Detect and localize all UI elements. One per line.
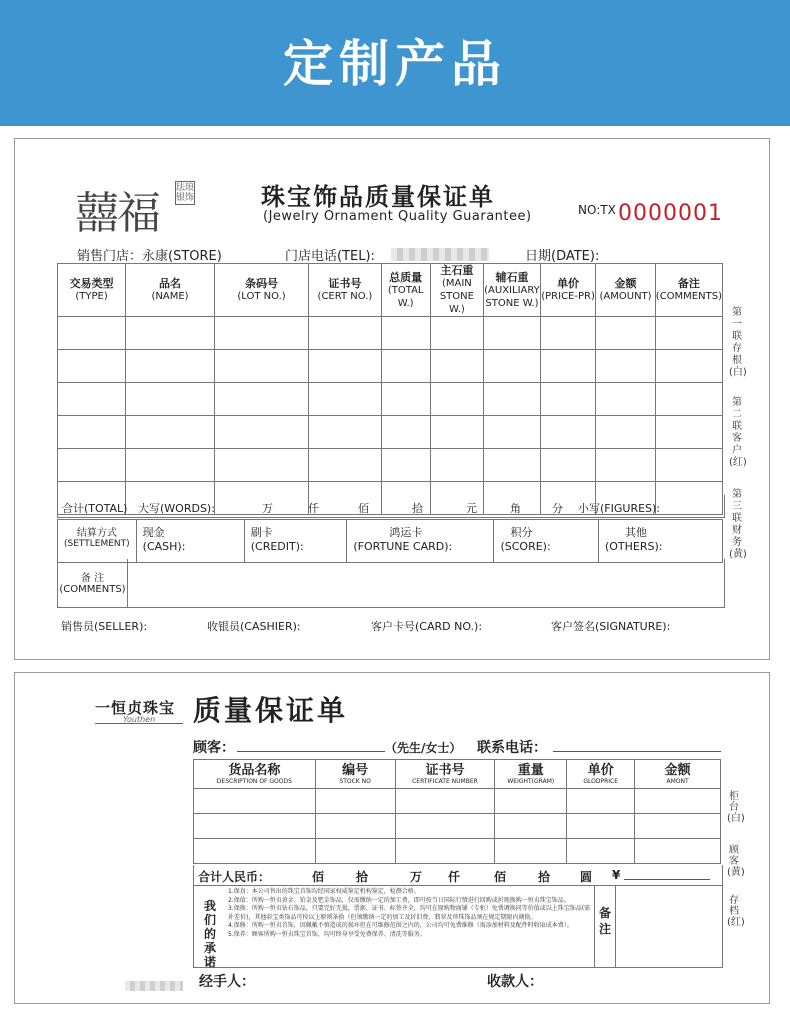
pay-fortune-card[interactable]: 鸿运卡 (FORTUNE CARD): [347, 520, 494, 563]
promise-item: 3.保换：所购一恒贞钻石饰品，只要完好无损，票据、证书、标签齐全，均可在原购物商铺（专柜）免费调换同等价值或以上珠宝饰品(需补差价)，其他彩宝类饰品可按以上原则条换（但须缴纳一定的加工及折旧费，翡翠及珍珠饰品须在规定期限内调换。 [228, 905, 591, 921]
col-price: 单价 (PRICE-PR) [540, 264, 596, 317]
copy-archive-label: 存档(红) [727, 895, 745, 928]
phone-label: 联系电话： [477, 740, 547, 756]
store-label: 销售门店：永康(STORE) [77, 249, 222, 264]
cashier-label: 收银员(CASHIER): [207, 620, 301, 633]
pay-credit[interactable]: 刷卡 (CREDIT): [244, 520, 347, 563]
total-label: 合计(TOTAL) [62, 502, 128, 515]
unit-qian: 仟 [308, 502, 319, 515]
customer-field[interactable] [237, 751, 385, 752]
quality-guarantee-form [14, 672, 770, 1004]
unit-shi: 拾 [412, 502, 423, 515]
comments-row[interactable] [57, 559, 725, 608]
unit-jiao: 角 [510, 502, 521, 515]
copy-counter-label: 柜台(白) [727, 791, 745, 824]
goods-header [194, 760, 721, 789]
pay-score[interactable]: 积分 (SCORE): [494, 520, 598, 563]
sum-figure-field[interactable] [624, 879, 710, 880]
table-row[interactable] [194, 789, 721, 814]
table-row[interactable] [194, 839, 721, 864]
col-aux-stone: 辅石重 (AUXILIARY STONE W.) [484, 264, 541, 317]
unit-bai: 佰 [358, 502, 369, 515]
promise-item: 4.保修：所购一恒贞首饰，因佩戴不慎造成的损坏但在可维修范围之内的，公司均可免费维修（需添加材料及配件时收取成本费）。 [228, 922, 573, 929]
total-row [57, 495, 725, 518]
promise-item: 5.保养：顾客所购一恒贞珠宝首饰，均可终身享受免费保养、清洗等服务。 [228, 930, 426, 938]
col-amount: 金额 (AMOUNT) [596, 264, 655, 317]
redacted-mark [125, 981, 183, 991]
promise-item: 1.保真：本公司售出的珠宝首饰均经国家权威鉴定机构鉴定，检测合格。 [228, 888, 420, 895]
copy-customer-label: 顾客(黄) [727, 845, 745, 878]
table-row[interactable] [194, 814, 721, 839]
signature-label: 客户签名(SIGNATURE): [551, 620, 671, 633]
form-subtitle: (Jewelry Ornament Quality Guarantee) [263, 209, 532, 224]
pay-cash[interactable]: 现金 (CASH): [136, 520, 244, 563]
col-amount-2: 金额 AMONT [635, 760, 721, 789]
sum-unit-bai-2: 佰 [494, 870, 507, 884]
sum-unit-shi-2: 拾 [538, 870, 551, 884]
card-no-label: 客户卡号(CARD NO.): [371, 620, 483, 633]
items-table [57, 263, 723, 515]
jewelry-guarantee-form [14, 138, 770, 660]
sum-unit-yuan: 圆 [580, 870, 593, 884]
unit-yuan: 元 [466, 502, 477, 515]
brand-logo-2: 一恒贞珠宝 [95, 699, 176, 717]
form-title: 珠宝饰品质量保证单 [261, 183, 495, 211]
pay-others[interactable]: 其他 (OTHERS): [598, 520, 722, 563]
settlement-table [57, 519, 723, 563]
col-name: 品名 (NAME) [126, 264, 215, 317]
col-lot: 条码号 (LOT NO.) [214, 264, 308, 317]
col-type: 交易类型 (TYPE) [58, 264, 126, 317]
words-label: 大写(WORDS): [138, 502, 215, 515]
serial-label: NO:TX [578, 203, 616, 217]
banner [0, 0, 790, 126]
promise-item: 2.保值：所购一恒贞黄金、铂金及钯金饰品，仅需缴纳一定的加工费，即可按当日国际行情进行回购或折现换购一恒贞珠宝饰品。 [228, 896, 570, 904]
unit-fen: 分 [552, 502, 563, 515]
brand-logo-seal: 珐琅银饰 [176, 183, 195, 203]
promise-text [228, 888, 592, 939]
col-certificate: 证书号 CERTIFICATE NUMBER [395, 760, 495, 789]
promise-box [193, 885, 723, 968]
sum-unit-shi: 拾 [356, 870, 369, 884]
table-header [58, 264, 723, 317]
yen-sign: ¥ [612, 868, 621, 882]
tel-label: 门店电话(TEL): [285, 249, 375, 264]
comments-label: 备 注 (COMMENTS) [58, 559, 128, 607]
copy-3-label: 第三联财务(黄) [729, 489, 747, 560]
sum-unit-bai: 佰 [312, 870, 325, 884]
col-stock-no: 编号 STOCK NO [315, 760, 395, 789]
brand-logo-text: 囍福 [75, 188, 159, 239]
sum-unit-wan: 万 [410, 870, 423, 884]
col-comments: 备注 (COMMENTS) [655, 264, 722, 317]
date-label: 日期(DATE): [525, 249, 600, 264]
promise-title: 我们的承诺 [203, 899, 216, 969]
serial-number: 0000001 [618, 201, 723, 226]
table-row[interactable] [58, 416, 723, 449]
col-gold-price: 单价 GLODPRICE [567, 760, 635, 789]
sum-label: 合计人民币： [198, 870, 271, 884]
table-row[interactable] [58, 449, 723, 482]
remarks-label: 备注 [594, 885, 616, 967]
customer-label: 顾客： [193, 740, 235, 756]
goods-table [193, 759, 721, 864]
payee-label: 收款人： [487, 974, 543, 990]
col-main-stone: 主石重 (MAIN STONE W.) [430, 264, 483, 317]
col-weight: 重量 WEIGHT(GRAM) [495, 760, 567, 789]
seller-label: 销售员(SELLER): [61, 620, 148, 633]
unit-wan: 万 [262, 502, 273, 515]
copy-1-label: 第一联存根(白) [729, 307, 747, 378]
handler-label: 经手人： [199, 974, 255, 990]
banner-title: 定制产品 [283, 35, 507, 93]
settlement-label: 结算方式 (SETTLEMENT) [58, 520, 137, 563]
gender-label: （先生/女士） [385, 741, 462, 755]
table-row[interactable] [58, 350, 723, 383]
copy-2-label: 第二联客户(红) [729, 397, 747, 468]
phone-field[interactable] [553, 751, 721, 752]
brand-logo [75, 177, 195, 239]
col-total-weight: 总质量 (TOTAL W.) [381, 264, 430, 317]
sum-unit-qian: 仟 [448, 870, 461, 884]
col-description: 货品名称 DESCRIPTION OF GOODS [194, 760, 316, 789]
brand-logo-2-sub: Youthen [123, 715, 156, 724]
col-cert: 证书号 (CERT NO.) [309, 264, 382, 317]
form2-title: 质量保证单 [193, 694, 349, 727]
tel-redacted [391, 248, 489, 261]
table-row[interactable] [58, 383, 723, 416]
figures-label: 小写(FIGURES): [578, 502, 661, 515]
table-row[interactable] [58, 317, 723, 350]
sum-row [193, 865, 723, 886]
